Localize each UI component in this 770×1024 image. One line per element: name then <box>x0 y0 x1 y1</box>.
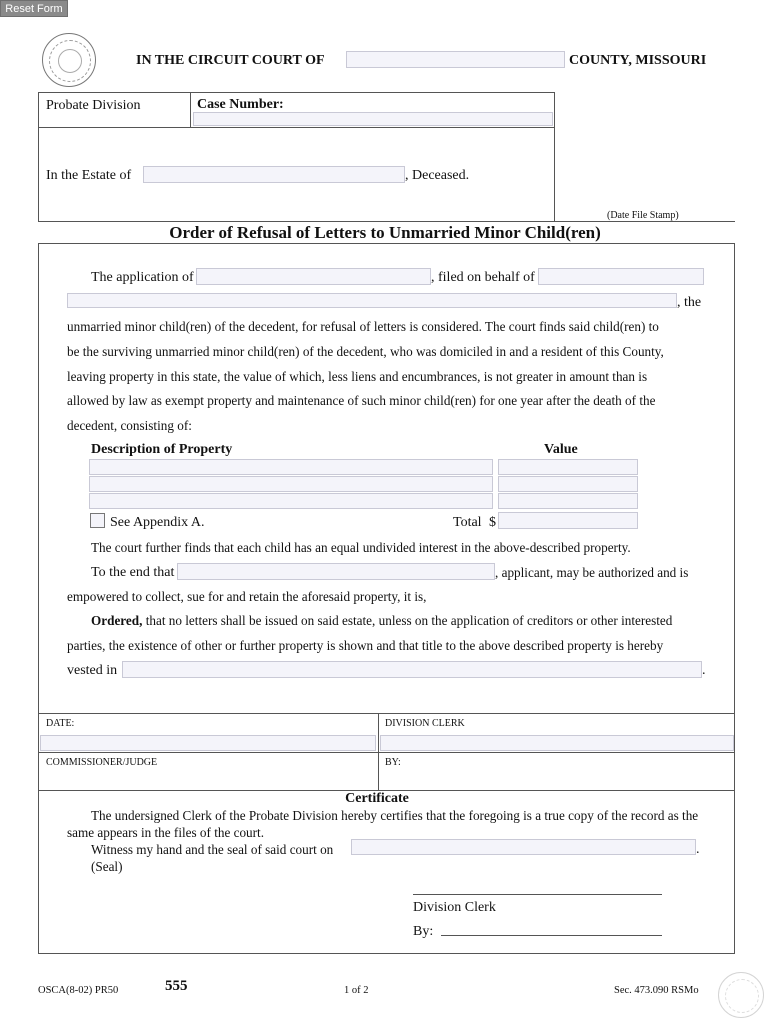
estate-suffix: , Deceased. <box>405 168 470 183</box>
empowered-text: empowered to collect, sue for and retain the aforesaid property, it is, <box>67 589 427 604</box>
by-label: BY: <box>385 757 401 768</box>
certificate-heading: Certificate <box>345 791 409 806</box>
form-number: 555 <box>165 978 188 994</box>
division-clerk-signature-label: Division Clerk <box>413 900 496 915</box>
form-id: OSCA(8-02) PR50 <box>38 985 119 996</box>
property-value-input[interactable] <box>498 476 638 492</box>
commissioner-judge-label: COMMISSIONER/JUDGE <box>46 757 158 768</box>
property-value-input[interactable] <box>498 493 638 509</box>
vested-prefix: vested in <box>67 663 118 678</box>
end-prefix: To the end that <box>91 565 175 580</box>
date-input[interactable] <box>40 735 376 751</box>
end-that-input[interactable] <box>177 563 495 580</box>
court-suffix: COUNTY, MISSOURI <box>569 53 707 68</box>
case-number-label: Case Number: <box>197 97 284 112</box>
end-suffix: , applicant, may be authorized and is <box>495 565 689 580</box>
property-description-input[interactable] <box>89 476 493 492</box>
paragraph-line: allowed by law as exempt property and maintenance of such minor child(ren) for one year after the death of the <box>67 393 656 408</box>
total-value-input[interactable] <box>498 512 638 529</box>
property-description-input[interactable] <box>89 493 493 509</box>
witness-date-input[interactable] <box>351 839 696 855</box>
property-value-input[interactable] <box>498 459 638 475</box>
division-clerk-input[interactable] <box>380 735 734 751</box>
date-label: DATE: <box>46 718 75 729</box>
paragraph-line: leaving property in this state, the value of which, less liens and encumbrances, is not greater in amount than is <box>67 369 648 384</box>
date-file-stamp: (Date File Stamp) <box>607 210 679 221</box>
filed-on-behalf-text: , filed on behalf of <box>431 270 535 285</box>
division-clerk-label: DIVISION CLERK <box>385 718 465 729</box>
reset-form-button[interactable]: Reset Form <box>0 0 68 17</box>
seal-text: (Seal) <box>91 859 123 874</box>
further-finds-text: The court further finds that each child has an equal undivided interest in the above-described property. <box>91 540 631 555</box>
paragraph-line: be the surviving unmarried minor child(ren) of the decedent, who was domiciled in and a resident of this County, <box>67 344 664 359</box>
behalf-input[interactable] <box>538 268 704 285</box>
paragraph-line: unmarried minor child(ren) of the decedent, for refusal of letters is considered. The court finds said child(ren) to <box>67 319 659 334</box>
dollar-sign: $ <box>489 515 496 530</box>
estate-name-input[interactable] <box>143 166 405 183</box>
certificate-line-1: The undersigned Clerk of the Probate Division hereby certifies that the foregoing is a true copy of the record as the <box>91 808 699 823</box>
property-description-input[interactable] <box>89 459 493 475</box>
ordered-line <box>91 613 672 629</box>
applicant-input[interactable] <box>196 268 431 285</box>
appendix-checkbox[interactable] <box>90 513 105 528</box>
application-prefix: The application of <box>91 270 194 285</box>
ordered-rest: that no letters shall be issued on said estate, unless on the application of creditors or other interested <box>142 613 673 628</box>
total-label: Total <box>453 515 482 530</box>
probate-division-label: Probate Division <box>46 98 141 113</box>
appendix-label: See Appendix A. <box>110 515 205 530</box>
court-prefix: IN THE CIRCUIT COURT OF <box>136 53 325 68</box>
paragraph-line: decedent, consisting of: <box>67 418 192 433</box>
form-title: Order of Refusal of Letters to Unmarried Minor Child(ren) <box>169 223 601 242</box>
by-signature-label: By: <box>413 924 434 939</box>
by-signature-line <box>441 935 662 936</box>
statute-reference: Sec. 473.090 RSMo <box>614 985 699 996</box>
estate-prefix: In the Estate of <box>46 168 132 183</box>
court-seal-watermark-icon <box>718 972 764 1018</box>
the-suffix: , the <box>677 295 702 310</box>
vested-in-input[interactable] <box>122 661 702 678</box>
vested-suffix: . <box>702 663 706 678</box>
case-number-input[interactable] <box>193 112 553 126</box>
clerk-signature-line <box>413 894 662 895</box>
certificate-line-2: same appears in the files of the court. <box>67 825 265 840</box>
witness-prefix: Witness my hand and the seal of said court on <box>91 842 334 857</box>
parties-text: parties, the existence of other or further property is shown and that title to the above described property is hereby <box>67 638 664 653</box>
ordered-bold: Ordered, <box>91 613 143 628</box>
page-number: 1 of 2 <box>344 985 369 996</box>
missouri-seal-icon <box>42 33 96 87</box>
value-header: Value <box>544 442 578 457</box>
county-input[interactable] <box>346 51 565 68</box>
witness-suffix: . <box>696 842 700 857</box>
children-names-input[interactable] <box>67 293 677 308</box>
description-header: Description of Property <box>91 442 233 457</box>
